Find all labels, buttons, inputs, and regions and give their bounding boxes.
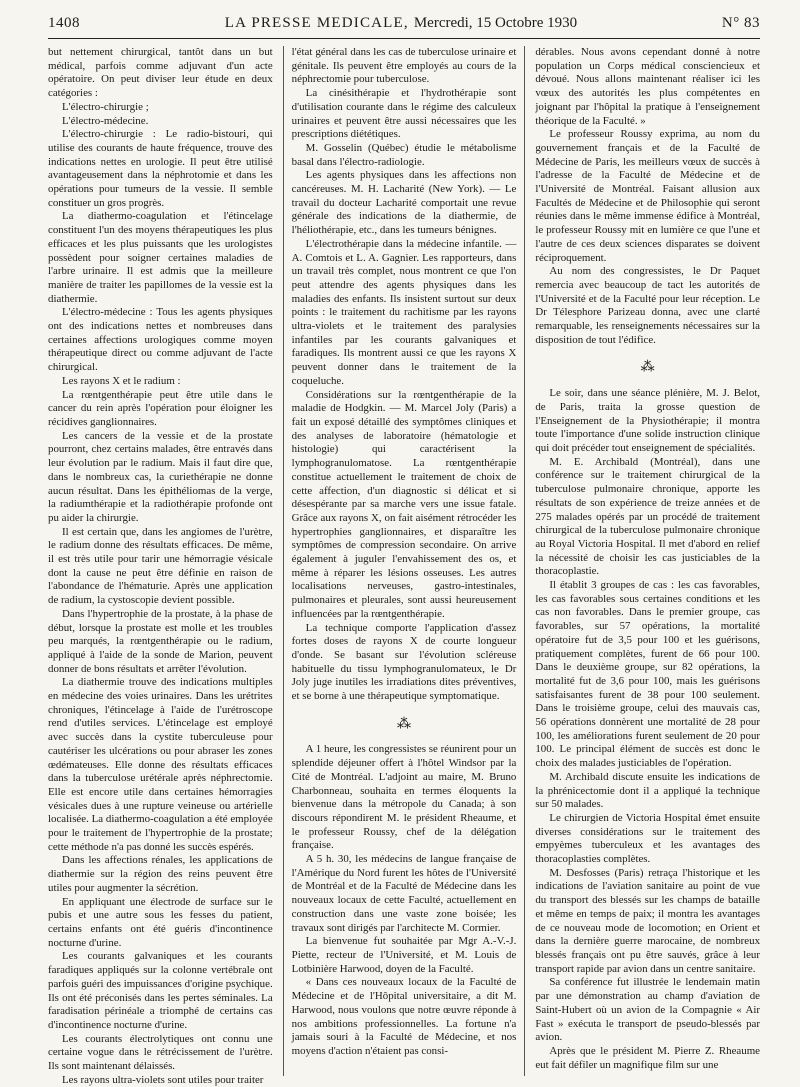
paragraph: L'électro-chirurgie ; [62,100,149,113]
publication-title [225,15,577,32]
paragraph: L'électro-médecine. [62,114,149,127]
paragraph: Il établit 3 groupes de cas : les cas favorables, les cas favorables sous certaines conditions et les cas non favorables. Dans le premier groupe, cas favorables, sur 57 opérations, la mortalité opératoire fut de 3,5 pour 100 et les guérisons, pratiquement complètes, furent de 66 pour 100. Dans le deuxième groupe, sur 82 opérations, la mortalité fut de 3,6 pour 100, mais les guérisons satisfaisantes furent de 38 pour 100 seulement. Dans le troisième groupe, celui des mauvais cas, 56 opérations donnèrent une mortalité de 28 pour 100, les améliorations furent seulement de 20 pour 100. Le principal élément de succès est donc le choix des malades justiciables de l'opération. [535,579,761,770]
paragraph: Considérations sur la rœntgenthérapie de la maladie de Hodgkin. — M. Marcel Joly (Paris) a fait un exposé détaillé des symptômes cliniques et des analyses de laboratoire (hématologie et histologie) qui caractérisent la lymphogranulomatose. La rœntgenthérapie constitue actuellement le traitement de choix de cette affection, d'un diagnostic si délicat et si désespérante par sa marche vers une issue fatale. Grâce aux rayons X, on fait aisément rétrocéder les hypertrophies ganglionnaires, et disparaître les symptômes de compression secondaire. On arrive également à juguler l'envahissement des os, et même à réparer les lésions osseuses. Les autres localisations nerveuses, gastro-intestinales, pulmonaires et pleurales, sont aussi heureusement influencées par la rœntgenthérapie. [291,388,517,620]
paragraph: l'état général dans les cas de tuberculose urinaire et génitale. Ils peuvent être employés au cours de la néphrectomie pour tuberculose. [291,46,517,86]
paragraph: La cinésithérapie et l'hydrothérapie sont d'utilisation courante dans le régime des calculeux urinaires et peuvent être aussi nécessaires que les prescriptions diététiques. [291,87,517,141]
paragraph: M. E. Archibald (Montréal), dans une conférence sur le traitement chirurgical de la tuberculose pulmonaire chronique, apporte les résultats de son expérience de treize années et de 275 malades opérés par un procédé de traitement chirurgical de la tuberculose pulmonaire chronique au Royal Victoria Hospital. Il met d'abord en relief la nécessité de choisir les cas justiciables de la thoracoplastie. [535,455,761,578]
page-header [48,8,760,39]
paragraph: « Dans ces nouveaux locaux de la Faculté de Médecine et de l'Hôpital universitaire, a dit M. Harwood, nous voulons que notre œuvre réponde à nos ambitions professionnelles. La fortune n'a jamais souri à la Faculté de Médecine, et nos moyens d'action n'étaient pas consi- [291,976,517,1057]
paragraph: L'électrothérapie dans la médecine infantile. — A. Comtois et L. A. Gagnier. Les rapporteurs, dans un travail très complet, nous montrent ce que l'on peut attendre des agents physiques dans les maladies des enfants. Ils insistent surtout sur deux points : le traitement du rachitisme par les rayons ultra-violets et le traitement des paralysies infantiles par les courants galvaniques et faradiques. Ils montrent aussi ce que les rayons X peuvent donner dans le traitement de la coqueluche. [291,237,517,387]
paragraph: En appliquant une électrode de surface sur le pubis et une autre sous les fesses du patient, certains enfants ont été guéris d'incontinence nocturne d'urine. [48,895,273,949]
paragraph: La bienvenue fut souhaitée par Mgr A.-V.-J. Piette, recteur de l'Université, et M. Louis de Lotbinière Harwood, doyen de la Faculté. [291,935,517,975]
column-left [48,46,273,1086]
paragraph: but nettement chirurgical, tantôt dans un but médical, parfois comme adjuvant d'un acte opératoire. On peut diviser leur étude en deux catégories : [48,46,273,100]
column-right-top [535,46,760,347]
paragraph: Les rayons X et le radium : [62,374,181,387]
paragraph: M. Archibald discute ensuite les indications de la phrénicectomie dont il a appliqué la technique sur 50 malades. [535,770,761,811]
paragraph: L'électro-médecine : Tous les agents physiques ont des indications nettes et nombreuses dans certaines affections urologiques comme moyen thérapeutique direct ou comme adjuvant de l'acte chirurgical. [48,306,273,374]
paragraph: Le soir, dans une séance plénière, M. J. Belot, de Paris, traita la grosse question de l'Enseignement de la Physiothérapie; il montra toute l'importance d'une solide instruction clinique qui doit précéder tout enseignement de spécialités. [535,387,761,454]
paragraph: A 1 heure, les congressistes se réunirent pour un splendide déjeuner offert à l'hôtel Windsor par la Cité de Montréal. L'adjoint au maire, M. Bruno Charbonneau, souhaita en termes éloquents la bienvenue dans la métropole du Canada; à son discours répondirent M. le président Rheaume, et le professeur Roussy, chef de la délégation française. [291,743,517,852]
paragraph: Dans les affections rénales, les applications de diathermie sur la région des reins peuvent être utiles pour augmenter la sécrétion. [48,854,273,894]
column-right [535,46,760,1076]
paragraph: Les courants électrolytiques ont connu une certaine vogue dans le rétrécissement de l'urètre. Ils sont maintenant délaissés. [48,1032,273,1073]
column-middle [283,46,526,1076]
issue-date: Mercredi, 15 Octobre 1930 [413,14,578,31]
page-number: 1408 [48,14,80,31]
column-middle-top [292,46,517,704]
paragraph: dérables. Nous avons cependant donné à notre population un Corps médical consciencieux et dévoué. Nous allons maintenant réaliser ici les vœux des autorités les plus compétentes en joignant par l'hôpital la pratique à l'enseignement théorique de la Faculté. » [535,46,761,127]
paragraph: Le professeur Roussy exprima, au nom du gouvernement français et de la Faculté de Médecine de Paris, les meilleurs vœux de succès à l'adresse de la Faculté de Médecine et de l'Université de Montréal. Faisant allusion aux Facultés de Médecine et de Philosophie qui seront réunies dans le même immense édifice à Montréal, le professeur Roussy mit en lumière ce que l'une et l'autre de ces deux sciences disparates se doivent réciproquement. [535,128,761,264]
paragraph: La rœntgenthérapie peut être utile dans le cancer du rein après l'opération pour éloigner les récidives ganglionnaires. [48,388,273,428]
paragraph: A 5 h. 30, les médecins de langue française de l'Amérique du Nord furent les hôtes de l'Université de Montréal et de la Faculté de Médecine dans les nouveaux locaux de cette Faculté, actuellement en construction dans une vaste zone boisée; les travaux sont dirigés par l'architecte M. Cormier. [291,853,517,934]
paragraph: La technique comporte l'application d'assez fortes doses de rayons X de courte longueur d'onde. Se basant sur l'évolution scléreuse habituelle du tissu lymphogranulomateux, le Dr Joly juge inutiles les irradiations dites préventives, et se borne à une thérapeutique symptomatique. [291,621,517,703]
paragraph: Sa conférence fut illustrée le lendemain matin par une démonstration au champ d'aviation de Saint-Hubert où un avion de la Compagnie « Air Fast » exécuta le transport de pseudo-blessés par avion. [535,976,761,1044]
paragraph: Les courants galvaniques et les courants faradiques appliqués sur la colonne vertébrale ont parfois guéri des impuissances d'origine psychique. Ils ont été préconisés dans les pertes séminales. La faradisation périnéale a triomphé de certains cas d'incontinence nocturne d'urine. [48,950,273,1031]
column-right-bottom [535,387,760,1072]
paragraph: La diathermie trouve des indications multiples en médecine des voies urinaires. Dans les urétrites chroniques, l'étincelage à l'aide de l'urétroscope rend d'utiles services. L'étincelage est employé avec succès dans la cystite tuberculeuse pour cautériser les ulcérations ou pour abraser les zones œdémateuses. Elle donne des résultats efficaces dans la tuberculose urétérale après néphrectomie. Elle est encore utile dans certaines hémorragies vésicales dues à une rupture veineuse ou artérielle localisée. La diathermo-coagulation a été employée pour le traitement de l'hypertrophie de la prostate; cette méthode n'a pas donné les succès espérés. [48,676,273,853]
paragraph: Les rayons ultra-violets sont utiles pour traiter [62,1073,264,1086]
paragraph: Dans l'hypertrophie de la prostate, à la phase de début, lorsque la prostate est molle et les troubles peu marqués, la rœntgenthérapie ou le radium, appliqué à l'aide de la sonde de Marion, peuvent donner de bons résultats et arrêter l'évolution. [48,607,273,675]
paragraph: L'électro-chirurgie : Le radio-bistouri, qui utilise des courants de haute fréquence, trouve des indications nettes en urologie. Il peut être utilisé avantageusement dans la néphrotomie et dans les opérations pour tumeurs de la vessie. Il semble constituer un gros progrès. [48,128,273,209]
article-columns [48,46,761,1086]
paragraph: Le chirurgien de Victoria Hospital émet ensuite diverses considérations sur le traitement des empyèmes tuberculeux et les avantages des thoracoplasties complètes. [535,811,761,866]
column-middle-bottom [292,743,517,1058]
paragraph: Au nom des congressistes, le Dr Paquet remercia avec beaucoup de tact les autorités de l'Université et de la Faculté pour leur réception. Le Dr Télesphore Parizeau donna, avec une clarté remarquable, les renseignements nécessaires sur la disposition de tout l'édifice. [535,265,761,346]
paragraph: Les cancers de la vessie et de la prostate pourront, chez certains malades, être entravés dans leur évolution par le radium. Mais il faut dire que, dans le nombreux cas, la curiethérapie ne donne aucun résultat. Dans les épithéliomas de la verge, la radiumthérapie et la radiothérapie profonde ont pu aider la chirurgie. [48,429,273,524]
issue-number: N° 83 [721,14,760,31]
paragraph: Après que le président M. Pierre Z. Rheaume eut fait défiler un magnifique film sur une [535,1044,761,1071]
paragraph: Il est certain que, dans les angiomes de l'urètre, le radium donne des résultats efficaces. De même, il est très utile pour tarir une hémorragie vésicale dont la cause ne peut être définie en raison de l'abondance de l'hématurie. Après une application de radium, la cystoscopie devient possible. [48,525,273,607]
publication-name: LA PRESSE MEDICALE, [224,14,409,31]
paragraph: M. Gosselin (Québec) étudie le métabolisme basal dans l'électro-radiologie. [291,141,517,168]
paragraph: Les agents physiques dans les affections non cancéreuses. M. H. Lacharité (New York). — Le travail du docteur Lacharité comportait une revue générale des indications de la diathermie, de l'héliothérapie, etc., dans les tumeurs bénignes. [291,169,517,237]
paragraph: La diathermo-coagulation et l'étincelage constituent l'un des moyens thérapeutiques les plus efficaces et les plus puissants que les urologistes possèdent pour soigner certaines maladies de l'arbre urinaire. Il est admis que la meilleure manière de traiter les papillomes de la vessie est la diathermie. [48,210,273,305]
section-separator: ⁂ [397,716,411,732]
paragraph: M. Desfosses (Paris) retraça l'historique et les indications de l'aviation sanitaire au point de vue du transport des blessés sur les champs de bataille et même en temps de paix; il montra les avantages de ce nouveau mode de locomotion; en Orient et dans la dernière guerre marocaine, de nombreux blessés français ont pu être sauvés, grâce à leur transport rapide par avion dans un centre sanitaire. [535,866,761,975]
section-separator-right: ⁂ [640,360,655,376]
